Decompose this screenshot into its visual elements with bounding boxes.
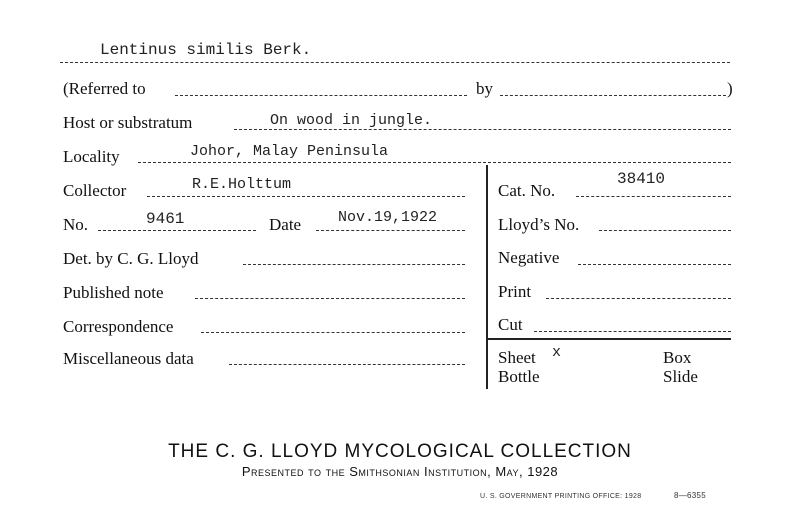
species-line: [60, 62, 730, 63]
det-by-label: Det. by C. G. Lloyd: [63, 249, 199, 268]
negative-line: [578, 264, 731, 265]
cut-line: [534, 331, 731, 332]
cat-no-value: 38410: [617, 170, 666, 188]
sheet-label: Sheet: [498, 348, 536, 367]
host-label: Host or substratum: [63, 113, 193, 132]
date-label: Date: [269, 215, 302, 234]
misc-line: [229, 364, 465, 365]
misc-label: Miscellaneous data: [63, 349, 194, 368]
date-value: Nov.19,1922: [338, 209, 438, 226]
locality-label: Locality: [63, 147, 120, 166]
right-box-divider: [486, 165, 488, 389]
cut-label: Cut: [498, 315, 523, 334]
collection-subtitle: Presented to the Smithsonian Institution, May, 1928: [241, 464, 559, 479]
date-line: [316, 230, 465, 231]
sheet-box-rule: [486, 338, 731, 340]
collector-value: R.E.Holttum: [192, 176, 292, 193]
collector-line: [147, 196, 465, 197]
locality-line: [138, 162, 731, 163]
collector-label: Collector: [63, 181, 127, 200]
referred-to-label: (Referred to: [63, 79, 146, 98]
no-value: 9461: [146, 210, 185, 228]
referred-to-line: [175, 95, 467, 96]
correspondence-label: Correspondence: [63, 317, 174, 336]
published-note-line: [195, 298, 465, 299]
cat-no-line: [576, 196, 731, 197]
print-line: [546, 298, 731, 299]
printing-office: U. S. GOVERNMENT PRINTING OFFICE: 1928: [480, 493, 642, 500]
box-label: Box: [663, 348, 692, 367]
close-paren: ): [727, 79, 733, 98]
host-value: On wood in jungle.: [270, 112, 433, 129]
no-label: No.: [63, 215, 89, 234]
print-label: Print: [498, 282, 532, 301]
slide-label: Slide: [663, 367, 698, 386]
bottle-label: Bottle: [498, 367, 540, 386]
by-line: [500, 95, 726, 96]
form-code: 8—6355: [674, 491, 707, 500]
lloyds-no-label: Lloyd’s No.: [498, 215, 580, 234]
negative-label: Negative: [498, 248, 560, 267]
by-label: by: [476, 79, 493, 98]
collection-title: THE C. G. LLOYD MYCOLOGICAL COLLECTION: [168, 441, 632, 462]
lloyds-no-line: [599, 230, 731, 231]
det-by-line: [243, 264, 465, 265]
correspondence-line: [201, 332, 465, 333]
no-line: [98, 230, 256, 231]
species-name: Lentinus similis Berk.: [100, 41, 312, 59]
sheet-mark: x: [552, 344, 562, 361]
locality-value: Johor, Malay Peninsula: [190, 143, 389, 160]
host-line: [234, 129, 731, 130]
cat-no-label: Cat. No.: [498, 181, 556, 200]
published-note-label: Published note: [63, 283, 164, 302]
